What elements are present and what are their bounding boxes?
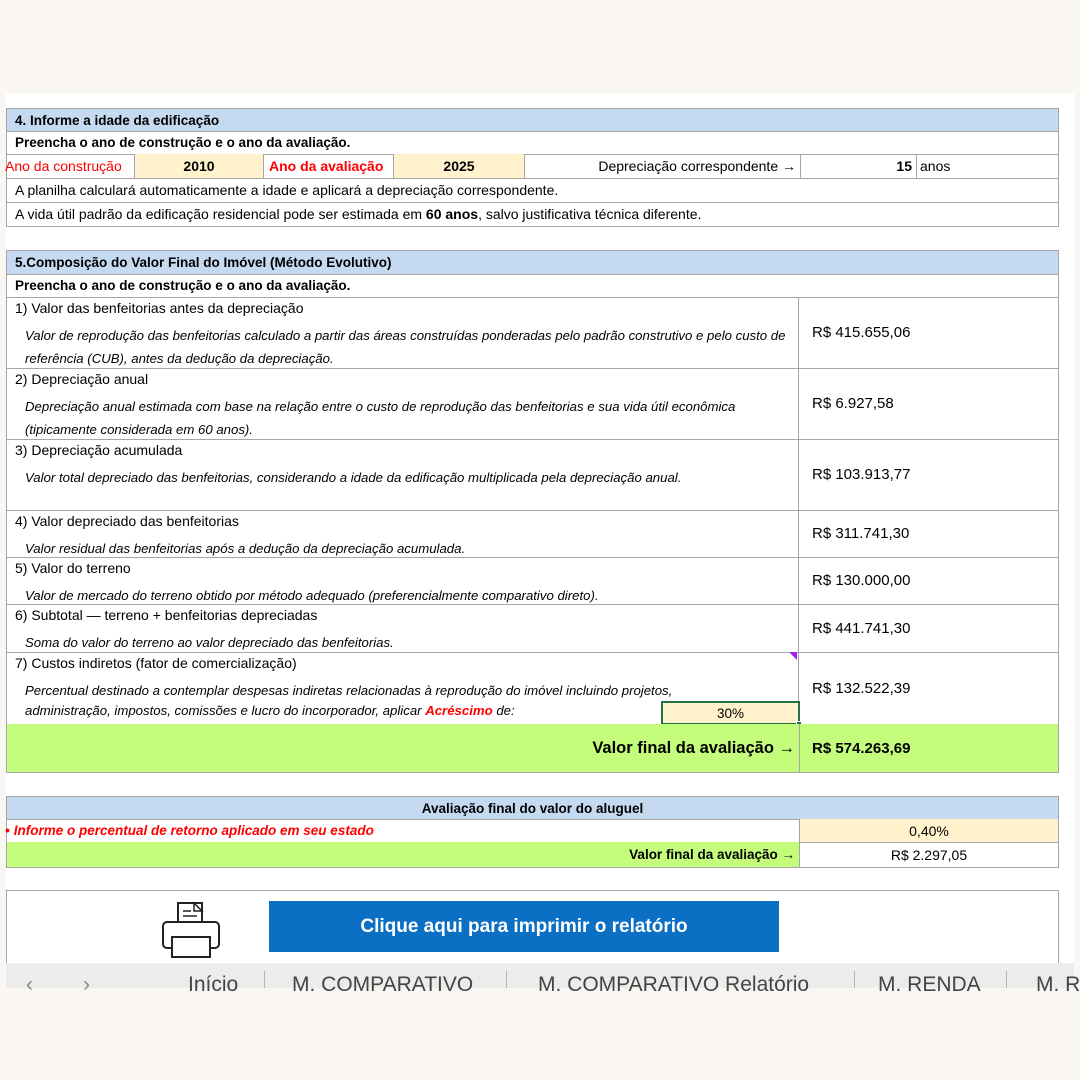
depreciation-years-value: 15 xyxy=(896,158,912,174)
item-value: R$ 130.000,00 xyxy=(812,572,911,589)
item-description: Valor residual das benfeitorias após a dedução da depreciação acumulada. xyxy=(25,541,466,556)
printer-icon[interactable] xyxy=(158,901,224,959)
construction-year-label: Ano da construção xyxy=(5,158,122,174)
item-value: R$ 103.913,77 xyxy=(812,466,911,483)
final-valuation-label: Valor final da avaliação → xyxy=(592,738,795,757)
construction-year-input[interactable]: 2010 xyxy=(135,154,263,178)
rent-percent-input[interactable]: 0,40% xyxy=(800,819,1058,842)
final-valuation-row xyxy=(6,724,1059,773)
item-value: R$ 415.655,06 xyxy=(812,324,911,341)
composition-item-6 xyxy=(6,604,1059,653)
comment-indicator[interactable] xyxy=(789,652,797,660)
tab-next-arrow-icon[interactable]: › xyxy=(83,973,90,996)
section4-title: 4. Informe a idade da edificação xyxy=(15,113,220,128)
composition-item-1 xyxy=(6,297,1059,369)
item-title: 5) Valor do terreno xyxy=(15,560,131,576)
rent-title: Avaliação final do valor do aluguel xyxy=(421,801,644,816)
section4-note1-row xyxy=(6,178,1059,203)
item-title: 4) Valor depreciado das benfeitorias xyxy=(15,513,239,529)
markup-percent-input[interactable]: 30% xyxy=(661,701,800,725)
item-title: 3) Depreciação acumulada xyxy=(15,442,183,458)
section4-instruction: Preencha o ano de construção e o ano da avaliação. xyxy=(15,135,351,150)
year-input-row xyxy=(6,154,1059,179)
item-description: Soma do valor do terreno ao valor depreciado das benfeitorias. xyxy=(25,635,394,650)
item-title: 2) Depreciação anual xyxy=(15,371,149,387)
composition-item-2 xyxy=(6,368,1059,440)
evaluation-year-input[interactable]: 2025 xyxy=(394,154,524,178)
section4-instruction-row xyxy=(6,131,1059,155)
rent-percent-label: • Informe o percentual de retorno aplicado em seu estado xyxy=(5,823,374,838)
section4-note2: A vida útil padrão da edificação residencial pode ser estimada em 60 anos, salvo justificativa técnica diferente. xyxy=(15,206,702,222)
rent-percent-row xyxy=(6,819,1059,843)
item-title: 7) Custos indiretos (fator de comercialização) xyxy=(15,655,297,671)
rent-final-value: R$ 2.297,05 xyxy=(890,846,968,863)
final-valuation-value: R$ 574.263,69 xyxy=(812,739,911,757)
item-value: R$ 441.741,30 xyxy=(812,619,911,637)
depreciation-label: Depreciação correspondente → xyxy=(598,158,796,174)
section5-header xyxy=(6,250,1059,275)
print-report-button[interactable]: Clique aqui para imprimir o relatório xyxy=(269,901,779,952)
section5-title: 5.Composição do Valor Final do Imóvel (Método Evolutivo) xyxy=(15,255,392,270)
rent-header xyxy=(6,796,1059,820)
section4-note1: A planilha calculará automaticamente a idade e aplicará a depreciação correspondente. xyxy=(15,182,559,198)
item-value: R$ 6.927,58 xyxy=(812,395,894,412)
item-description-line2: administração, impostos, comissões e lucro do incorporador, aplicar Acréscimo de: xyxy=(25,703,515,718)
tab-m-comparativo-relatorio[interactable]: M. COMPARATIVO Relatório xyxy=(538,973,810,996)
section5-instruction-row xyxy=(6,274,1059,298)
tab-prev-arrow-icon[interactable]: ‹ xyxy=(26,973,33,996)
spreadsheet xyxy=(5,93,1080,996)
item-value: R$ 132.522,39 xyxy=(812,679,911,697)
bullet-icon: • xyxy=(5,823,10,838)
composition-item-5 xyxy=(6,557,1059,605)
section5-instruction: Preencha o ano de construção e o ano da avaliação. xyxy=(15,278,351,293)
tab-m-renda[interactable]: M. RENDA xyxy=(878,973,981,996)
item-title: 6) Subtotal — terreno + benfeitorias depreciadas xyxy=(15,607,318,623)
section4-header xyxy=(6,108,1059,132)
item-description: Percentual destinado a contemplar despesas indiretas relacionadas à reprodução do imóvel incluindo projetos, xyxy=(25,683,673,698)
sheet-tab-bar xyxy=(6,963,1080,996)
rent-final-label: Valor final da avaliação → xyxy=(7,842,799,867)
item-title: 1) Valor das benfeitorias antes da depreciação xyxy=(15,300,304,316)
section4-note2-row xyxy=(6,202,1059,227)
item-description: Valor de reprodução das benfeitorias calculado a partir das áreas construídas ponderadas pelo padrão construtivo e pelo custo de referência (CUB), antes da dedução da depreciação. xyxy=(25,328,786,366)
tab-inicio[interactable]: Início xyxy=(188,973,239,996)
tab-m-comparativo[interactable]: M. COMPARATIVO xyxy=(292,973,474,996)
evaluation-year-label: Ano da avaliação xyxy=(269,158,384,174)
composition-item-3 xyxy=(6,439,1059,511)
item-description: Valor total depreciado das benfeitorias, considerando a idade da edificação multiplicada pela depreciação anual. xyxy=(25,470,682,485)
item-value: R$ 311.741,30 xyxy=(812,525,910,542)
tab-m-r[interactable]: M. R xyxy=(1036,973,1080,996)
composition-item-7 xyxy=(6,652,1059,725)
rent-final-row xyxy=(6,842,1059,868)
item-description: Valor de mercado do terreno obtido por método adequado (preferencialmente comparativo direto). xyxy=(25,588,599,603)
composition-item-4 xyxy=(6,510,1059,558)
item-description: Depreciação anual estimada com base na relação entre o custo de reprodução das benfeitorias e sua vida útil econômica (tipicamente considerada em 60 anos). xyxy=(25,399,736,437)
years-unit: anos xyxy=(920,158,951,174)
